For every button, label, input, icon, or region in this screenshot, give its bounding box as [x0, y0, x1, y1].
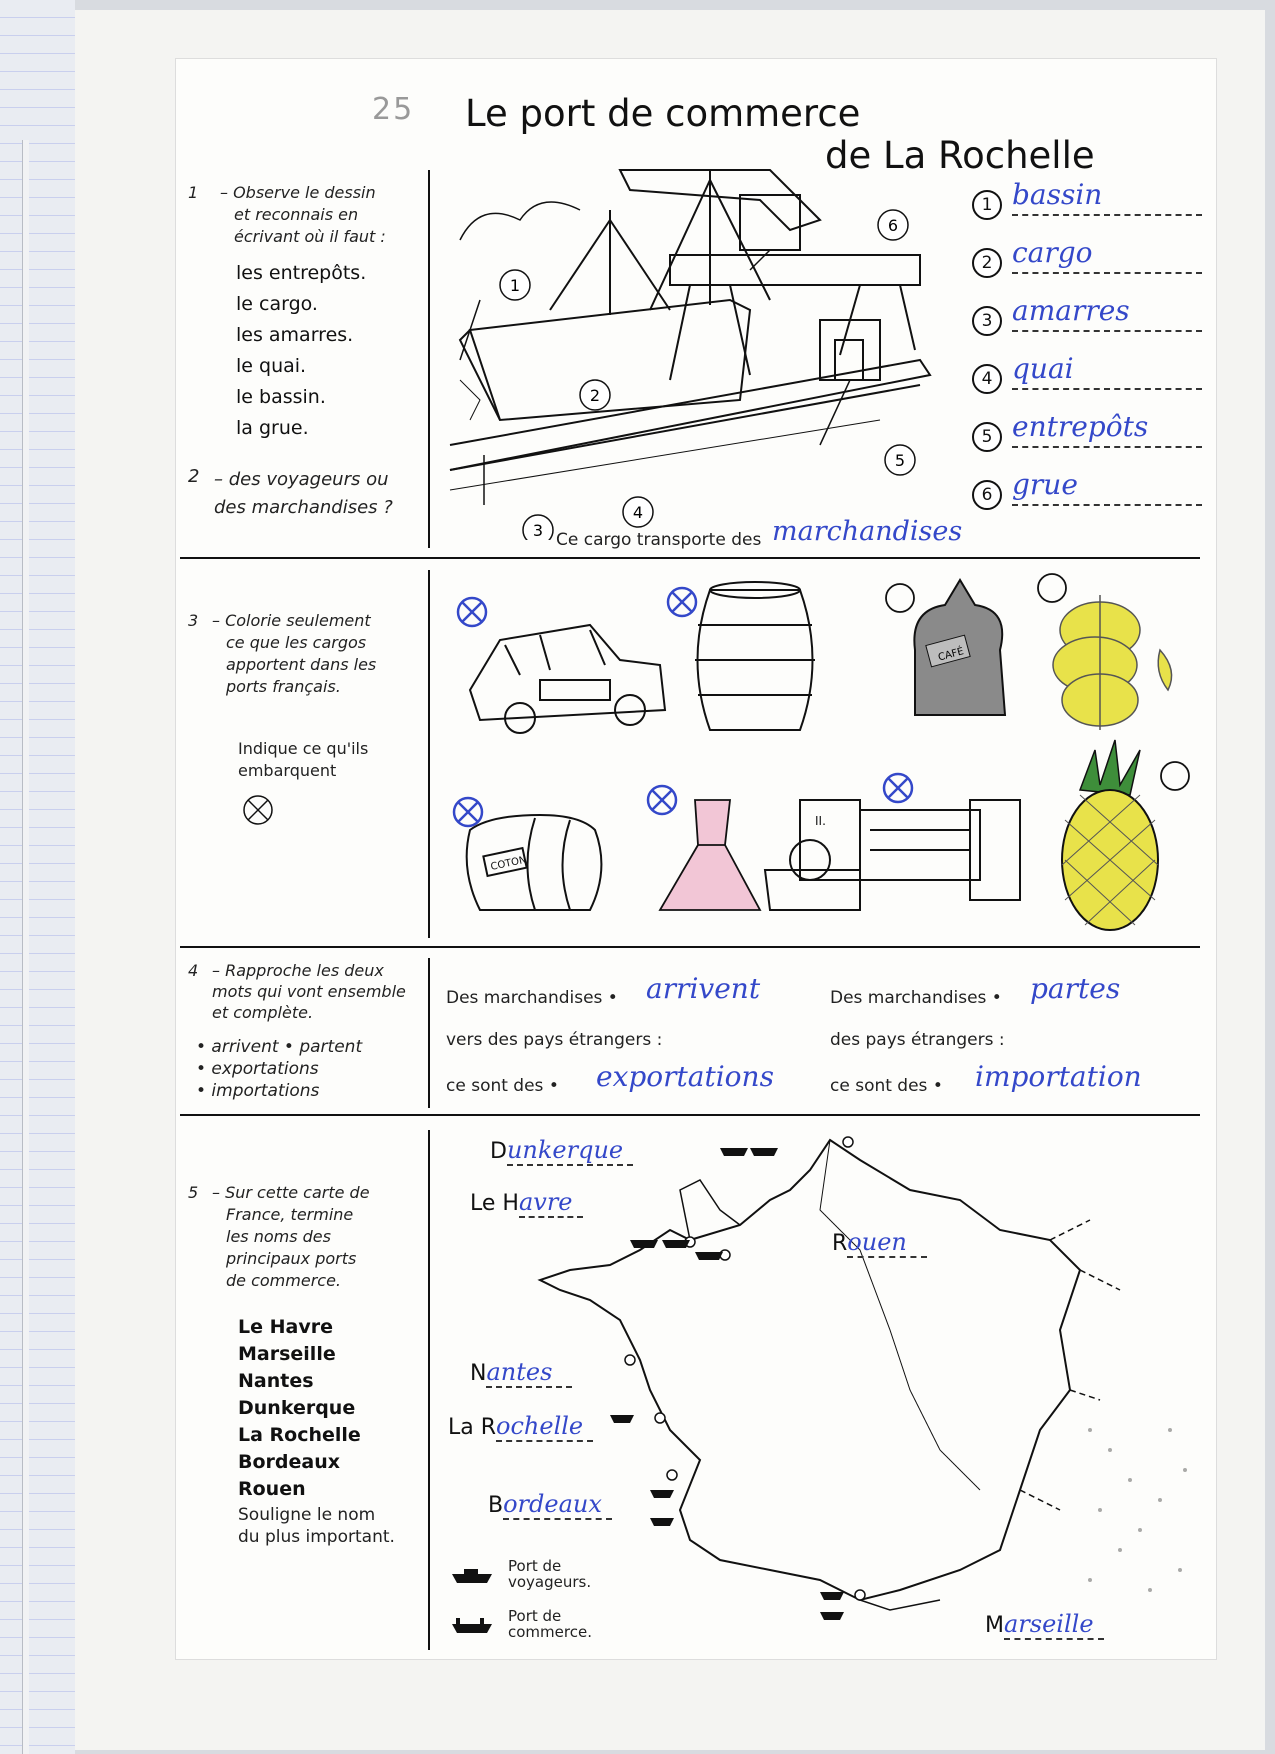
svg-text:4: 4	[632, 503, 644, 522]
coffee-sack-drawing	[914, 580, 1005, 715]
s4-right-answer-2[interactable]: importation	[975, 1060, 1142, 1093]
s1-instruction: – Observe le dessin et reconnais en écrivant où il faut :	[220, 183, 386, 246]
bananas-drawing	[1053, 595, 1172, 730]
svg-text:6: 6	[887, 216, 899, 235]
label-number-3: 3	[972, 306, 1002, 336]
port-dots	[625, 1137, 865, 1600]
s4-instruction: – Rapproche les deux mots qui vont ensemble et complète.	[212, 961, 406, 1022]
s4-right-answer-1[interactable]: partes	[1030, 972, 1121, 1005]
cargo-ship-icon	[450, 1618, 494, 1634]
answer-6[interactable]: grue	[1012, 468, 1202, 506]
sack-label: CAFÉ	[937, 646, 965, 664]
s5-underline-instruction: Souligne le nom du plus important.	[238, 1505, 395, 1547]
paper-edge	[22, 140, 29, 1754]
legend-cargo-label: Port de commerce.	[508, 1607, 592, 1641]
column-divider-4	[428, 1130, 430, 1650]
s3-instruction-2: Indique ce qu'ils embarquent	[238, 739, 369, 780]
circle-mark-car	[458, 598, 486, 626]
binder-margin	[0, 0, 75, 1754]
circle-x-example-icon	[240, 792, 276, 828]
cloud-drawing	[460, 202, 580, 240]
circle-mark-pineapple	[1161, 762, 1189, 790]
s2-number: 2	[188, 466, 200, 487]
answer-1[interactable]: bassin	[1012, 178, 1202, 216]
warehouse	[820, 320, 880, 380]
s4-left-answer-2[interactable]: exportations	[596, 1060, 774, 1093]
s5-port-list: Le Havre Marseille Nantes Dunkerque La Rochelle Bordeaux Rouen	[238, 1316, 361, 1500]
map-label-dunkerque: Dunkerque	[490, 1136, 633, 1164]
car-drawing	[470, 625, 665, 733]
s2-sentence: Ce cargo transporte des	[556, 530, 762, 550]
page-title-line1: Le port de commerce	[465, 92, 861, 135]
map-stipple	[1088, 1428, 1187, 1592]
svg-text:5: 5	[894, 451, 906, 470]
label-number-2: 2	[972, 248, 1002, 278]
circle-mark-bale	[454, 798, 482, 826]
s3-instruction: – Colorie seulement ce que les cargos apportent dans les ports français.	[212, 611, 377, 696]
s3-number: 3	[188, 611, 199, 630]
answer-5[interactable]: entrepôts	[1012, 410, 1202, 448]
divider-2	[180, 946, 1200, 948]
s4-number: 4	[188, 961, 199, 980]
column-divider-1	[428, 170, 430, 548]
s5-instruction: – Sur cette carte de France, termine les noms des principaux ports de commerce.	[212, 1183, 370, 1290]
circle-mark-bananas	[1038, 574, 1066, 602]
quay-edge	[450, 360, 930, 470]
circle-mark-sack	[886, 584, 914, 612]
marker-1-text: 1	[509, 276, 521, 295]
label-number-5: 5	[972, 422, 1002, 452]
s1-word-list: les entrepôts. le cargo. les amarres. le quai. le bassin. la grue.	[236, 262, 367, 439]
crane-cabin	[740, 195, 800, 250]
answer-4[interactable]: quai	[1012, 352, 1202, 390]
ship-icons	[610, 1148, 844, 1620]
barrel-drawing	[695, 582, 815, 730]
label-number-1: 1	[972, 190, 1002, 220]
s4-options: • arrivent • partent • exportations • importations	[196, 1037, 363, 1101]
s2-question: – des voyageurs ou des marchandises ?	[214, 469, 393, 518]
svg-text:2: 2	[589, 386, 601, 405]
dress-drawing	[660, 800, 760, 910]
divider-1	[180, 557, 1200, 559]
machine-label: II.	[815, 814, 826, 828]
bale-label: COTON	[489, 854, 528, 873]
divider-3	[180, 1114, 1200, 1116]
france-outline	[540, 1140, 1080, 1600]
column-divider-3	[428, 958, 430, 1108]
map-label-rouen: Rouen	[832, 1228, 927, 1256]
s1-number: 1	[188, 183, 199, 202]
s2-answer[interactable]: marchandises	[772, 516, 963, 547]
map-label-le-havre: Le Havre	[470, 1188, 583, 1216]
circle-mark-barrel	[668, 588, 696, 616]
map-label-bordeaux: Bordeaux	[488, 1490, 612, 1518]
svg-text:3: 3	[532, 521, 544, 540]
lesson-number: 25	[372, 92, 415, 127]
answer-2[interactable]: cargo	[1012, 236, 1202, 274]
map-label-marseille: Marseille	[985, 1610, 1104, 1638]
label-number-4: 4	[972, 364, 1002, 394]
cotton-bale-drawing	[467, 815, 602, 910]
label-number-6: 6	[972, 480, 1002, 510]
s5-number: 5	[188, 1183, 199, 1202]
s4-left-answer-1[interactable]: arrivent	[646, 972, 761, 1005]
circle-mark-dress	[648, 786, 676, 814]
crane-gantry	[670, 255, 920, 285]
pineapple-drawing	[1062, 740, 1158, 930]
passenger-ship-icon	[450, 1568, 494, 1584]
circle-mark-machine	[884, 774, 912, 802]
legend-passenger-label: Port de voyageurs.	[508, 1557, 592, 1591]
ship-hull	[470, 300, 750, 420]
port-illustration	[440, 150, 960, 540]
map-label-nantes: Nantes	[470, 1358, 572, 1386]
machine-drawing	[765, 800, 1020, 910]
goods-illustrations	[440, 570, 1210, 940]
page-title-line2: de La Rochelle	[825, 134, 1095, 177]
map-label-la-rochelle: La Rochelle	[448, 1412, 593, 1440]
answer-3[interactable]: amarres	[1012, 294, 1202, 332]
column-divider-2	[428, 570, 430, 938]
